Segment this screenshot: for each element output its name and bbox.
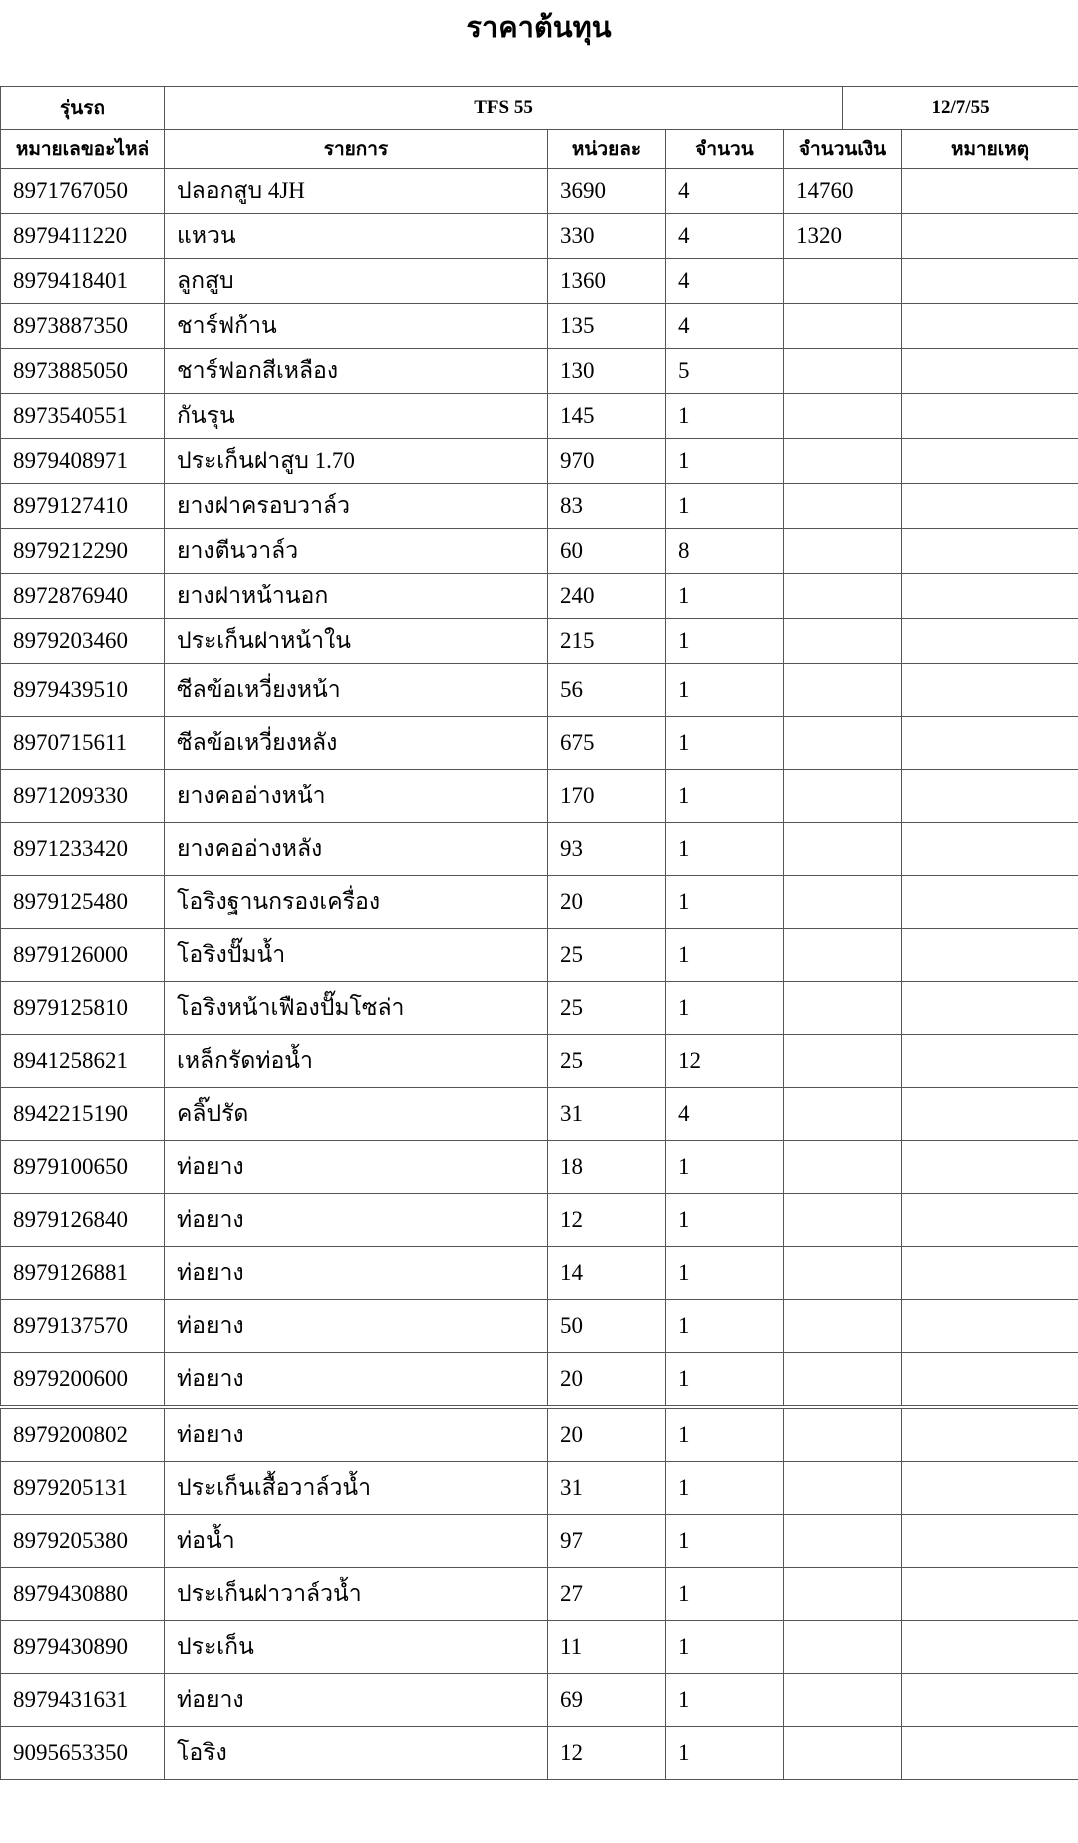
- table-row: [1, 1674, 1078, 1727]
- cell-quantity: 12: [666, 1035, 784, 1088]
- cell-part-number: 8979212290: [1, 529, 165, 574]
- cell-note: [902, 1247, 1078, 1300]
- cell-amount: [784, 982, 902, 1035]
- table-row: [1, 876, 1078, 929]
- cell-unit-price: 18: [548, 1141, 666, 1194]
- model-row: [1, 87, 1078, 130]
- cell-amount: [784, 1300, 902, 1353]
- cell-note: [902, 619, 1078, 664]
- table-row: [1, 214, 1078, 259]
- table-row: [1, 1515, 1078, 1568]
- table-row: [1, 394, 1078, 439]
- cell-quantity: 1: [666, 823, 784, 876]
- cell-quantity: 4: [666, 169, 784, 214]
- cell-unit-price: 11: [548, 1621, 666, 1674]
- cell-amount: [784, 304, 902, 349]
- page-title: ราคาต้นทุน: [466, 10, 612, 44]
- cell-unit-price: 31: [548, 1462, 666, 1515]
- cell-amount: [784, 439, 902, 484]
- table-row: [1, 1194, 1078, 1247]
- cell-amount: 1320: [784, 214, 902, 259]
- cell-note: [902, 1568, 1078, 1621]
- cell-note: [902, 214, 1078, 259]
- cell-quantity: 8: [666, 529, 784, 574]
- cell-amount: [784, 1621, 902, 1674]
- cell-quantity: 1: [666, 1462, 784, 1515]
- table-row: [1, 1247, 1078, 1300]
- col-header-amount: จำนวนเงิน: [784, 130, 902, 169]
- cost-table: [0, 86, 1078, 1780]
- cell-item: แหวน: [165, 214, 548, 259]
- cell-quantity: 1: [666, 1141, 784, 1194]
- table-row: [1, 982, 1078, 1035]
- table-row: [1, 259, 1078, 304]
- table-row: [1, 1353, 1078, 1408]
- cell-part-number: 8979200802: [1, 1407, 165, 1462]
- cell-unit-price: 69: [548, 1674, 666, 1727]
- cell-quantity: 1: [666, 1300, 784, 1353]
- cell-part-number: 8979430880: [1, 1568, 165, 1621]
- cell-note: [902, 394, 1078, 439]
- cell-item: โอริงหน้าเฟืองปั๊มโซล่า: [165, 982, 548, 1035]
- cell-amount: [784, 1727, 902, 1780]
- table-row: [1, 1568, 1078, 1621]
- cell-quantity: 4: [666, 259, 784, 304]
- cell-unit-price: 130: [548, 349, 666, 394]
- table-row: [1, 619, 1078, 664]
- cell-note: [902, 1674, 1078, 1727]
- report-date: 12/7/55: [843, 87, 1078, 130]
- col-header-item: รายการ: [165, 130, 548, 169]
- cell-note: [902, 349, 1078, 394]
- cell-quantity: 4: [666, 214, 784, 259]
- cell-unit-price: 135: [548, 304, 666, 349]
- table-row: [1, 1088, 1078, 1141]
- cell-part-number: 8979200600: [1, 1353, 165, 1408]
- cell-part-number: 8979125480: [1, 876, 165, 929]
- cell-part-number: 8979431631: [1, 1674, 165, 1727]
- cell-quantity: 4: [666, 304, 784, 349]
- table-row: [1, 1407, 1078, 1462]
- cell-amount: [784, 529, 902, 574]
- table-row: [1, 349, 1078, 394]
- cell-part-number: 8979205380: [1, 1515, 165, 1568]
- cell-quantity: 1: [666, 1515, 784, 1568]
- col-header-unit: หน่วยละ: [548, 130, 666, 169]
- table-row: [1, 1035, 1078, 1088]
- cell-part-number: 8970715611: [1, 717, 165, 770]
- cell-quantity: 1: [666, 717, 784, 770]
- cell-item: ประเก็น: [165, 1621, 548, 1674]
- cell-unit-price: 14: [548, 1247, 666, 1300]
- cell-unit-price: 97: [548, 1515, 666, 1568]
- cell-item: ปลอกสูบ 4JH: [165, 169, 548, 214]
- cell-quantity: 1: [666, 1621, 784, 1674]
- cell-note: [902, 1515, 1078, 1568]
- cell-item: โอริงฐานกรองเครื่อง: [165, 876, 548, 929]
- cell-part-number: 8979126840: [1, 1194, 165, 1247]
- col-header-part: หมายเลขอะไหล่: [1, 130, 165, 169]
- cell-quantity: 1: [666, 876, 784, 929]
- cell-unit-price: 20: [548, 876, 666, 929]
- cell-part-number: 9095653350: [1, 1727, 165, 1780]
- cell-quantity: 1: [666, 664, 784, 717]
- cell-unit-price: 240: [548, 574, 666, 619]
- cell-amount: [784, 1247, 902, 1300]
- cell-amount: [784, 717, 902, 770]
- cell-item: ท่อน้ำ: [165, 1515, 548, 1568]
- cell-unit-price: 27: [548, 1568, 666, 1621]
- col-header-qty: จำนวน: [666, 130, 784, 169]
- cell-unit-price: 50: [548, 1300, 666, 1353]
- cell-unit-price: 1360: [548, 259, 666, 304]
- table-row: [1, 770, 1078, 823]
- table-row: [1, 574, 1078, 619]
- cell-note: [902, 574, 1078, 619]
- cell-note: [902, 982, 1078, 1035]
- cell-quantity: 1: [666, 770, 784, 823]
- cell-unit-price: 675: [548, 717, 666, 770]
- cell-item: ลูกสูบ: [165, 259, 548, 304]
- table-row: [1, 929, 1078, 982]
- cell-unit-price: 56: [548, 664, 666, 717]
- cell-item: กันรุน: [165, 394, 548, 439]
- cell-amount: [784, 1674, 902, 1727]
- cell-note: [902, 1353, 1078, 1408]
- cell-item: ท่อยาง: [165, 1300, 548, 1353]
- cell-amount: [784, 1353, 902, 1408]
- cell-amount: [784, 664, 902, 717]
- cell-quantity: 4: [666, 1088, 784, 1141]
- cell-amount: [784, 1088, 902, 1141]
- cell-note: [902, 484, 1078, 529]
- model-value: TFS 55: [165, 87, 843, 130]
- cell-quantity: 1: [666, 1194, 784, 1247]
- cell-note: [902, 1727, 1078, 1780]
- cell-unit-price: 31: [548, 1088, 666, 1141]
- table-row: [1, 484, 1078, 529]
- cell-unit-price: 93: [548, 823, 666, 876]
- table-body: [1, 169, 1078, 1780]
- cell-quantity: 1: [666, 484, 784, 529]
- cell-amount: [784, 770, 902, 823]
- cell-amount: [784, 1407, 902, 1462]
- table-row: [1, 1621, 1078, 1674]
- cell-amount: [784, 1141, 902, 1194]
- cell-part-number: 8971233420: [1, 823, 165, 876]
- cell-item: ท่อยาง: [165, 1674, 548, 1727]
- cell-part-number: 8942215190: [1, 1088, 165, 1141]
- table-row: [1, 664, 1078, 717]
- cell-unit-price: 60: [548, 529, 666, 574]
- cell-note: [902, 1088, 1078, 1141]
- cell-amount: 14760: [784, 169, 902, 214]
- table-row: [1, 1727, 1078, 1780]
- cell-unit-price: 12: [548, 1194, 666, 1247]
- cell-amount: [784, 929, 902, 982]
- cell-item: ซีลข้อเหวี่ยงหลัง: [165, 717, 548, 770]
- cell-note: [902, 1035, 1078, 1088]
- cell-unit-price: 20: [548, 1407, 666, 1462]
- cell-unit-price: 12: [548, 1727, 666, 1780]
- cell-item: ท่อยาง: [165, 1194, 548, 1247]
- table-row: [1, 529, 1078, 574]
- cell-unit-price: 3690: [548, 169, 666, 214]
- cell-note: [902, 876, 1078, 929]
- cell-amount: [784, 394, 902, 439]
- column-header-row: [1, 130, 1078, 169]
- cell-note: [902, 439, 1078, 484]
- cell-part-number: 8941258621: [1, 1035, 165, 1088]
- cell-part-number: 8979126881: [1, 1247, 165, 1300]
- cell-amount: [784, 1194, 902, 1247]
- cell-part-number: 8979126000: [1, 929, 165, 982]
- cell-item: ท่อยาง: [165, 1353, 548, 1408]
- cell-quantity: 1: [666, 574, 784, 619]
- table-row: [1, 717, 1078, 770]
- table-row: [1, 823, 1078, 876]
- cell-item: ท่อยาง: [165, 1247, 548, 1300]
- cell-item: ประเก็นฝาหน้าใน: [165, 619, 548, 664]
- cell-amount: [784, 349, 902, 394]
- cell-part-number: 8979411220: [1, 214, 165, 259]
- cell-item: ประเก็นฝาวาล์วน้ำ: [165, 1568, 548, 1621]
- cell-item: ชาร์ฟก้าน: [165, 304, 548, 349]
- cell-quantity: 1: [666, 1674, 784, 1727]
- cell-part-number: 8979125810: [1, 982, 165, 1035]
- cell-amount: [784, 1568, 902, 1621]
- cell-part-number: 8979137570: [1, 1300, 165, 1353]
- cell-part-number: 8979205131: [1, 1462, 165, 1515]
- cell-item: ยางฝาครอบวาล์ว: [165, 484, 548, 529]
- cell-part-number: 8979100650: [1, 1141, 165, 1194]
- cell-part-number: 8972876940: [1, 574, 165, 619]
- cell-amount: [784, 823, 902, 876]
- cell-part-number: 8979408971: [1, 439, 165, 484]
- cell-quantity: 1: [666, 1353, 784, 1408]
- table-row: [1, 1462, 1078, 1515]
- cell-amount: [784, 259, 902, 304]
- cell-part-number: 8971209330: [1, 770, 165, 823]
- cell-note: [902, 529, 1078, 574]
- cell-note: [902, 1141, 1078, 1194]
- cell-item: ท่อยาง: [165, 1141, 548, 1194]
- model-label: รุ่นรถ: [1, 87, 165, 130]
- cell-item: ชาร์ฟอกสีเหลือง: [165, 349, 548, 394]
- cell-item: ท่อยาง: [165, 1407, 548, 1462]
- cell-amount: [784, 574, 902, 619]
- cell-note: [902, 929, 1078, 982]
- cell-unit-price: 145: [548, 394, 666, 439]
- cell-note: [902, 717, 1078, 770]
- cell-quantity: 1: [666, 982, 784, 1035]
- cell-amount: [784, 1515, 902, 1568]
- cell-note: [902, 169, 1078, 214]
- cell-amount: [784, 1462, 902, 1515]
- cell-unit-price: 20: [548, 1353, 666, 1408]
- cell-item: โอริง: [165, 1727, 548, 1780]
- cell-part-number: 8973885050: [1, 349, 165, 394]
- cell-quantity: 1: [666, 394, 784, 439]
- cell-unit-price: 25: [548, 929, 666, 982]
- cell-quantity: 1: [666, 1568, 784, 1621]
- cell-quantity: 1: [666, 1247, 784, 1300]
- cell-quantity: 5: [666, 349, 784, 394]
- cell-part-number: 8979127410: [1, 484, 165, 529]
- cell-amount: [784, 619, 902, 664]
- cell-item: ยางฝาหน้านอก: [165, 574, 548, 619]
- cell-part-number: 8971767050: [1, 169, 165, 214]
- cell-item: ยางตีนวาล์ว: [165, 529, 548, 574]
- cell-unit-price: 330: [548, 214, 666, 259]
- cell-quantity: 1: [666, 929, 784, 982]
- cell-note: [902, 1300, 1078, 1353]
- cell-quantity: 1: [666, 1727, 784, 1780]
- cell-item: ยางคออ่างหลัง: [165, 823, 548, 876]
- cell-item: ซีลข้อเหวี่ยงหน้า: [165, 664, 548, 717]
- cell-amount: [784, 484, 902, 529]
- cell-item: ประเก็นเสื้อวาล์วน้ำ: [165, 1462, 548, 1515]
- cell-part-number: 8979418401: [1, 259, 165, 304]
- cell-part-number: 8973540551: [1, 394, 165, 439]
- cell-note: [902, 770, 1078, 823]
- cell-note: [902, 304, 1078, 349]
- cell-amount: [784, 1035, 902, 1088]
- table-row: [1, 439, 1078, 484]
- cell-amount: [784, 876, 902, 929]
- cell-quantity: 1: [666, 619, 784, 664]
- cell-part-number: 8979430890: [1, 1621, 165, 1674]
- cell-note: [902, 259, 1078, 304]
- cell-quantity: 1: [666, 439, 784, 484]
- cell-unit-price: 170: [548, 770, 666, 823]
- cell-unit-price: 25: [548, 1035, 666, 1088]
- table-row: [1, 169, 1078, 214]
- cell-part-number: 8979203460: [1, 619, 165, 664]
- cell-item: ยางคออ่างหน้า: [165, 770, 548, 823]
- cell-unit-price: 970: [548, 439, 666, 484]
- col-header-note: หมายเหตุ: [902, 130, 1078, 169]
- cell-unit-price: 215: [548, 619, 666, 664]
- cell-note: [902, 823, 1078, 876]
- table-row: [1, 304, 1078, 349]
- cell-item: โอริงปั๊มน้ำ: [165, 929, 548, 982]
- cell-item: ประเก็นฝาสูบ 1.70: [165, 439, 548, 484]
- cell-unit-price: 83: [548, 484, 666, 529]
- cell-note: [902, 664, 1078, 717]
- cell-unit-price: 25: [548, 982, 666, 1035]
- cell-note: [902, 1194, 1078, 1247]
- cell-part-number: 8973887350: [1, 304, 165, 349]
- table-row: [1, 1141, 1078, 1194]
- cell-note: [902, 1621, 1078, 1674]
- table-row: [1, 1300, 1078, 1353]
- cell-item: เหล็กรัดท่อน้ำ: [165, 1035, 548, 1088]
- cell-quantity: 1: [666, 1407, 784, 1462]
- cell-note: [902, 1407, 1078, 1462]
- cell-part-number: 8979439510: [1, 664, 165, 717]
- cell-note: [902, 1462, 1078, 1515]
- cell-item: คลิ๊ปรัด: [165, 1088, 548, 1141]
